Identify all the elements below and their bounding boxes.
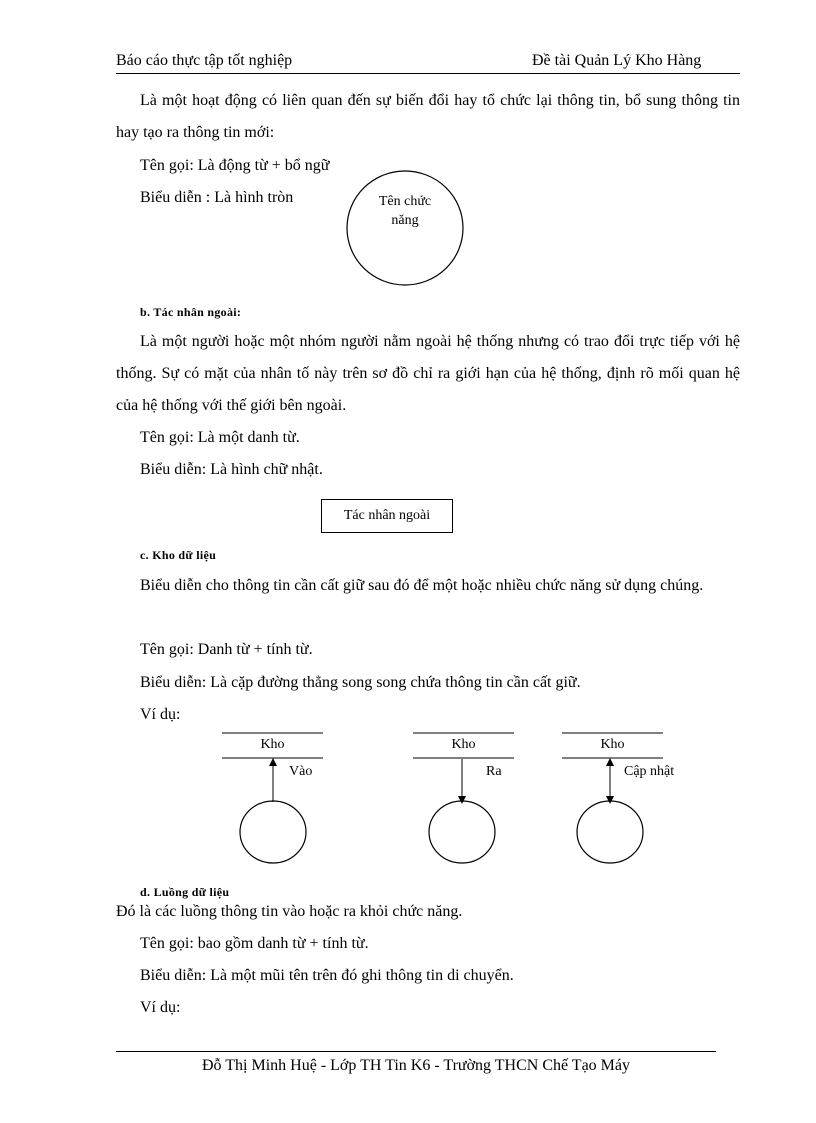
process-circle-label-line1: Tên chức bbox=[378, 194, 432, 209]
external-name-line: Tên gọi: Là một danh từ. bbox=[140, 429, 300, 446]
external-entity-box-label: Tác nhân ngoài bbox=[343, 508, 431, 523]
header-left-title: Báo cáo thực tập tốt nghiệp bbox=[116, 52, 293, 69]
datastore-name-line: Tên gọi: Danh từ + tính từ. bbox=[140, 641, 313, 658]
dataflow-representation-line: Biểu diễn: Là một mũi tên trên đó ghi thông tin di chuyển. bbox=[140, 967, 514, 984]
process-2-circle bbox=[429, 801, 495, 863]
external-representation-line: Biểu diễn: Là hình chữ nhật. bbox=[140, 461, 323, 478]
dataflow-name-line: Tên gọi: bao gồm danh từ + tính từ. bbox=[140, 935, 369, 952]
process-3-circle bbox=[577, 801, 643, 863]
external-entity-description: Là một người hoặc một nhóm người nằm ngoài hệ thống nhưng có trao đổi trực tiếp với hệ thống. Sự có mặt của nhân tố này trên sơ đồ chỉ ra giới hạn của hệ thống, định rõ mối quan hệ của hệ thống với thế giới bên ngoài. bbox=[116, 333, 740, 414]
store-1-label: Kho bbox=[260, 737, 285, 752]
process-name-line: Tên gọi: Là động từ + bổ ngữ bbox=[140, 157, 330, 174]
footer-author-line: Đỗ Thị Minh Huệ - Lớp TH Tin K6 - Trường THCN Chế Tạo Máy bbox=[202, 1057, 630, 1074]
process-description: Là một hoạt động có liên quan đến sự biến đổi hay tổ chức lại thông tin, bổ sung thông tin hay tạo ra thông tin mới: bbox=[116, 92, 740, 141]
header-right-topic: Đề tài Quản Lý Kho Hàng bbox=[532, 52, 702, 69]
external-entity-heading: b. Tác nhân ngoài: bbox=[140, 305, 242, 319]
flow-1-label: Vào bbox=[289, 764, 313, 779]
external-entity-box bbox=[321, 499, 453, 533]
flow-3-label: Cập nhật bbox=[624, 764, 675, 779]
store-2-label: Kho bbox=[451, 737, 476, 752]
footer-divider bbox=[116, 1051, 716, 1052]
dataflow-description: Đó là các luồng thông tin vào hoặc ra khỏi chức năng. bbox=[116, 903, 463, 920]
process-circle-label-line2: năng bbox=[391, 213, 419, 228]
datastore-example-label: Ví dụ: bbox=[140, 706, 181, 723]
datastore-description: Biểu diễn cho thông tin cần cất giữ sau đó để một hoặc nhiều chức năng sử dụng chúng. bbox=[140, 577, 704, 594]
process-1-circle bbox=[240, 801, 306, 863]
dataflow-heading: d. Luồng dữ liệu bbox=[140, 885, 230, 899]
store-3-label: Kho bbox=[600, 737, 625, 752]
datastore-heading: c. Kho dữ liệu bbox=[140, 548, 217, 562]
dataflow-example-label: Ví dụ: bbox=[140, 999, 181, 1016]
datastore-representation-line: Biểu diễn: Là cặp đường thẳng song song chứa thông tin cần cất giữ. bbox=[140, 674, 581, 691]
process-representation-line: Biểu diễn : Là hình tròn bbox=[140, 189, 294, 206]
flow-2-label: Ra bbox=[486, 764, 502, 779]
